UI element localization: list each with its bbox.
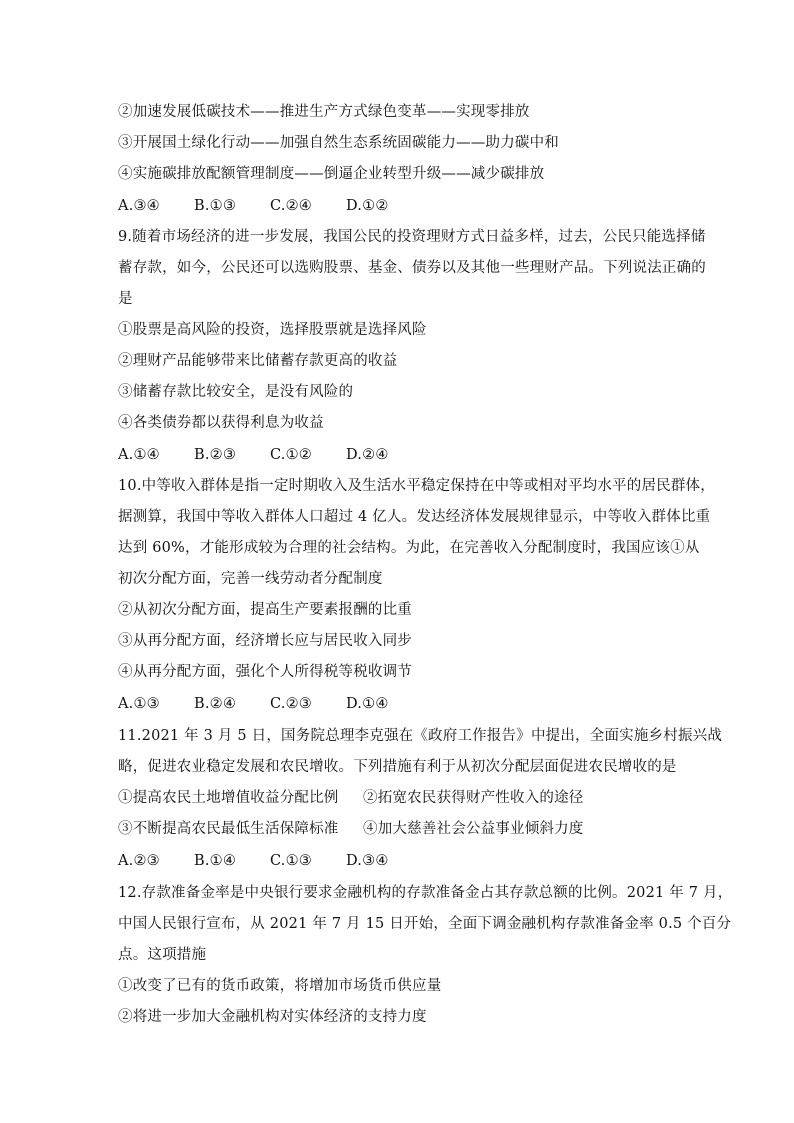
q9-choice-b: B.②③ — [194, 447, 237, 463]
q8-option-3: ③开展国土绿化行动——加强自然生态系统固碳能力——助力碳中和 — [118, 135, 559, 151]
q8-choice-a: A.③④ — [118, 198, 160, 214]
q8-choice-c: C.②④ — [270, 198, 312, 214]
q11-option-4: ④加大慈善社会公益事业倾斜力度 — [363, 821, 584, 837]
q12-stem-line-3: 点。这项措施 — [118, 947, 207, 963]
q11-choice-b: B.①④ — [194, 853, 237, 869]
q10-choice-b: B.②④ — [194, 696, 237, 712]
q8-choices — [118, 196, 422, 216]
q11-choices — [118, 851, 422, 871]
q9-choice-a: A.①④ — [118, 447, 160, 463]
q9-option-1: ①股票是高风险的投资，选择股票就是选择风险 — [118, 322, 427, 338]
q10-choice-a: A.①③ — [118, 696, 160, 712]
q11-stem-line-2: 略，促进农业稳定发展和农民增收。下列措施有利于从初次分配层面促进农民增收的是 — [118, 759, 677, 775]
q10-choice-d: D.①④ — [346, 696, 389, 712]
q10-stem-line-4: 初次分配方面，完善一线劳动者分配制度 — [118, 571, 383, 587]
q9-stem-line-1: 9.随着市场经济的进一步发展，我国公民的投资理财方式日益多样，过去，公民只能选择储 — [118, 229, 706, 245]
q11-option-1: ①提高农民土地增值收益分配比例 — [118, 790, 339, 806]
q8-option-2: ②加速发展低碳技术——推进生产方式绿色变革——实现零排放 — [118, 104, 530, 120]
q9-choice-c: C.①② — [270, 447, 312, 463]
q9-choice-d: D.②④ — [346, 447, 389, 463]
q10-choice-c: C.②③ — [270, 696, 312, 712]
q12-stem-line-2: 中国人民银行宣布，从 2021 年 7 月 15 日开始，全面下调金融机构存款准备金率 0.5 个百分 — [118, 916, 732, 932]
q11-option-2: ②拓宽农民获得财产性收入的途径 — [363, 790, 584, 806]
q11-choice-a: A.②③ — [118, 853, 160, 869]
q11-options-row-2 — [118, 819, 584, 839]
q9-stem-line-3: 是 — [118, 291, 133, 307]
q11-option-3: ③不断提高农民最低生活保障标准 — [118, 821, 339, 837]
q12-option-1: ①改变了已有的货币政策，将增加市场货币供应量 — [118, 978, 442, 994]
q12-option-2: ②将进一步加大金融机构对实体经济的支持力度 — [118, 1009, 427, 1025]
q9-option-3: ③储蓄存款比较安全，是没有风险的 — [118, 384, 354, 400]
q10-choices — [118, 694, 422, 714]
q9-option-4: ④各类债券都以获得利息为收益 — [118, 415, 324, 431]
q10-option-3: ③从再分配方面，经济增长应与居民收入同步 — [118, 633, 412, 649]
q11-stem-line-1: 11.2021 年 3 月 5 日，国务院总理李克强在《政府工作报告》中提出，全面实施乡村振兴战 — [118, 728, 723, 744]
q8-choice-b: B.①③ — [194, 198, 237, 214]
q8-choice-d: D.①② — [346, 198, 389, 214]
q10-option-4: ④从再分配方面，强化个人所得税等税收调节 — [118, 664, 412, 680]
q8-option-4: ④实施碳排放配额管理制度——倒逼企业转型升级——减少碳排放 — [118, 166, 545, 182]
q12-stem-line-1: 12.存款准备金率是中央银行要求金融机构的存款准备金占其存款总额的比例。2021 年 7 月， — [118, 885, 733, 901]
q11-choice-d: D.③④ — [346, 853, 389, 869]
q9-option-2: ②理财产品能够带来比储蓄存款更高的收益 — [118, 353, 398, 369]
q9-choices — [118, 445, 422, 465]
q10-option-2: ②从初次分配方面，提高生产要素报酬的比重 — [118, 602, 412, 618]
q11-options-row-1 — [118, 788, 584, 808]
q9-stem-line-2: 蓄存款，如今，公民还可以选购股票、基金、债券以及其他一些理财产品。下列说法正确的 — [118, 260, 706, 276]
q10-stem-line-3: 达到 60%，才能形成较为合理的社会结构。为此，在完善收入分配制度时，我国应该①从 — [118, 540, 700, 556]
q11-choice-c: C.①③ — [270, 853, 312, 869]
q10-stem-line-2: 据测算，我国中等收入群体人口超过 4 亿人。发达经济体发展规律显示，中等收入群体比重 — [118, 509, 711, 525]
q10-stem-line-1: 10.中等收入群体是指一定时期收入及生活水平稳定保持在中等或相对平均水平的居民群体， — [118, 478, 715, 494]
